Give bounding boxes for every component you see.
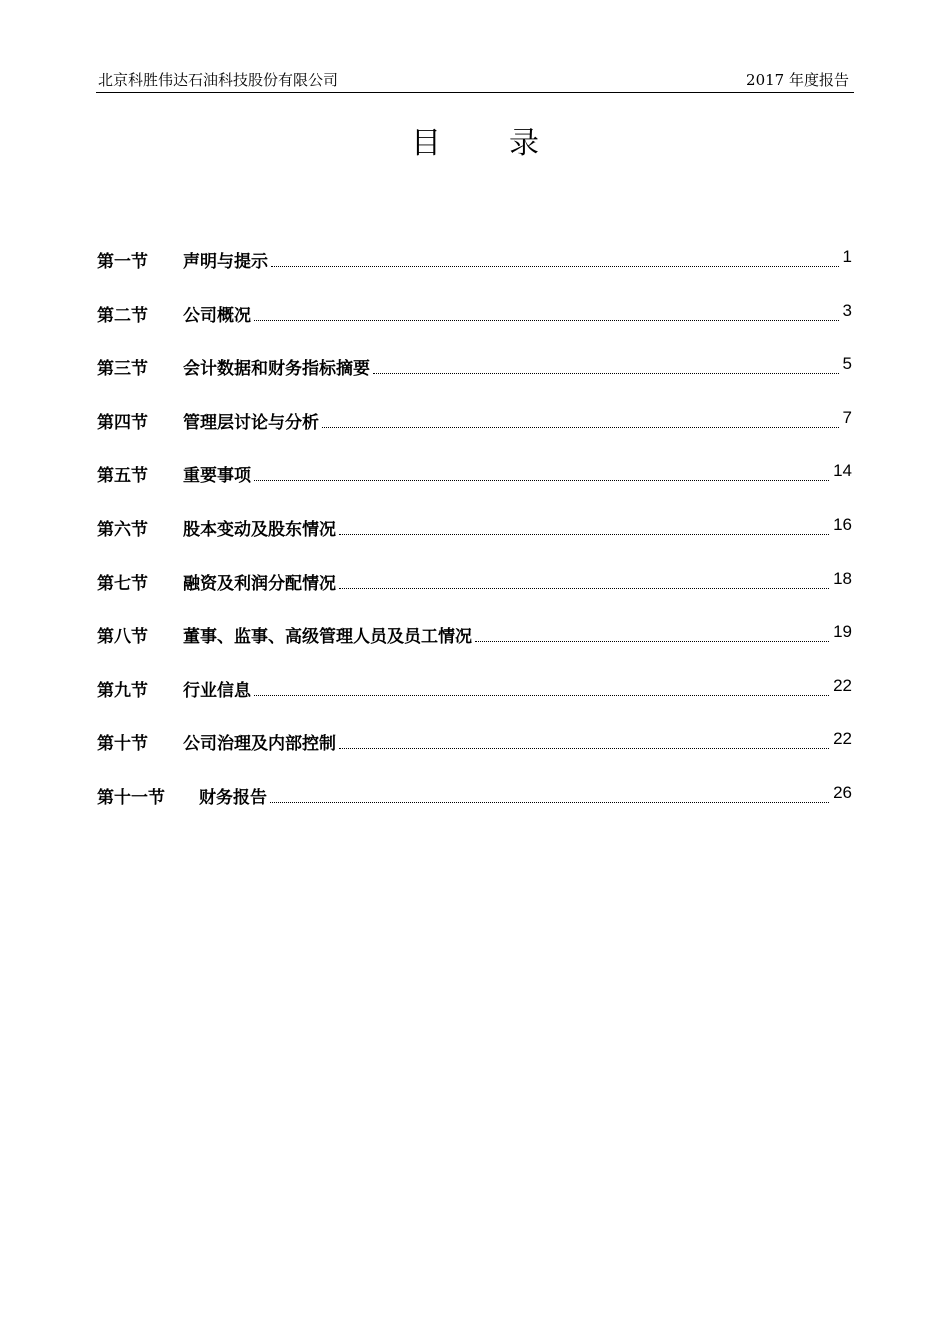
toc-section-number: 第四节 — [97, 412, 148, 433]
toc-page-number: 1 — [842, 247, 852, 266]
toc-entry-title: 公司治理及内部控制 — [183, 734, 336, 755]
toc-page-number: 18 — [833, 568, 852, 588]
toc-entry[interactable] — [97, 515, 852, 569]
toc-dot-leader — [254, 302, 839, 321]
table-of-contents — [97, 247, 852, 837]
toc-page-number: 22 — [833, 675, 852, 695]
toc-entry-title: 管理层讨论与分析 — [183, 412, 319, 433]
toc-entry-title: 会计数据和财务指标摘要 — [183, 359, 370, 380]
toc-dot-leader — [339, 516, 829, 535]
toc-entry[interactable] — [97, 461, 852, 515]
toc-dot-leader — [254, 677, 829, 696]
toc-dot-leader — [339, 570, 829, 589]
toc-dot-leader — [271, 248, 839, 267]
toc-section-number: 第十节 — [97, 734, 148, 755]
toc-entry[interactable] — [97, 783, 852, 837]
toc-entry[interactable] — [97, 622, 852, 676]
toc-section-number: 第十一节 — [97, 787, 165, 808]
toc-entry-title: 财务报告 — [199, 787, 267, 808]
toc-section-number: 第五节 — [97, 466, 148, 487]
toc-title: 目录 — [411, 126, 607, 161]
toc-page-number: 19 — [833, 622, 852, 642]
header-report-title: 2017 年度报告 — [746, 71, 849, 89]
header-company-name: 北京科胜伟达石油科技股份有限公司 — [98, 71, 339, 89]
toc-entry-title: 融资及利润分配情况 — [183, 573, 336, 594]
toc-page-number: 16 — [833, 514, 852, 534]
toc-entry[interactable] — [97, 408, 852, 462]
toc-page-number: 22 — [833, 729, 852, 749]
toc-page-number: 5 — [842, 354, 852, 374]
toc-section-number: 第九节 — [97, 680, 148, 701]
toc-dot-leader — [373, 355, 839, 374]
toc-dot-leader — [322, 409, 839, 428]
toc-page-number: 7 — [842, 407, 852, 427]
toc-entry-title: 公司概况 — [183, 305, 251, 326]
toc-entry[interactable] — [97, 247, 852, 301]
toc-section-number: 第七节 — [97, 573, 148, 594]
toc-page-number: 26 — [833, 782, 852, 802]
toc-entry[interactable] — [97, 676, 852, 730]
toc-dot-leader — [339, 730, 829, 749]
toc-section-number: 第一节 — [97, 252, 148, 272]
toc-entry-title: 重要事项 — [183, 466, 251, 487]
page-header — [96, 66, 854, 93]
toc-dot-leader — [475, 623, 829, 642]
toc-section-number: 第六节 — [97, 519, 148, 540]
toc-dot-leader — [254, 462, 829, 481]
toc-entry[interactable] — [97, 729, 852, 783]
toc-entry-title: 董事、监事、高级管理人员及员工情况 — [183, 627, 472, 648]
toc-entry[interactable] — [97, 301, 852, 355]
toc-dot-leader — [270, 784, 829, 803]
toc-entry-title: 股本变动及股东情况 — [183, 519, 336, 540]
toc-entry[interactable] — [97, 354, 852, 408]
toc-section-number: 第二节 — [97, 305, 148, 326]
toc-section-number: 第三节 — [97, 359, 148, 380]
toc-entry[interactable] — [97, 569, 852, 623]
toc-page-number: 14 — [833, 461, 852, 481]
toc-page-number: 3 — [842, 300, 852, 320]
toc-entry-title: 声明与提示 — [183, 252, 268, 272]
toc-section-number: 第八节 — [97, 627, 148, 648]
toc-entry-title: 行业信息 — [183, 680, 251, 701]
